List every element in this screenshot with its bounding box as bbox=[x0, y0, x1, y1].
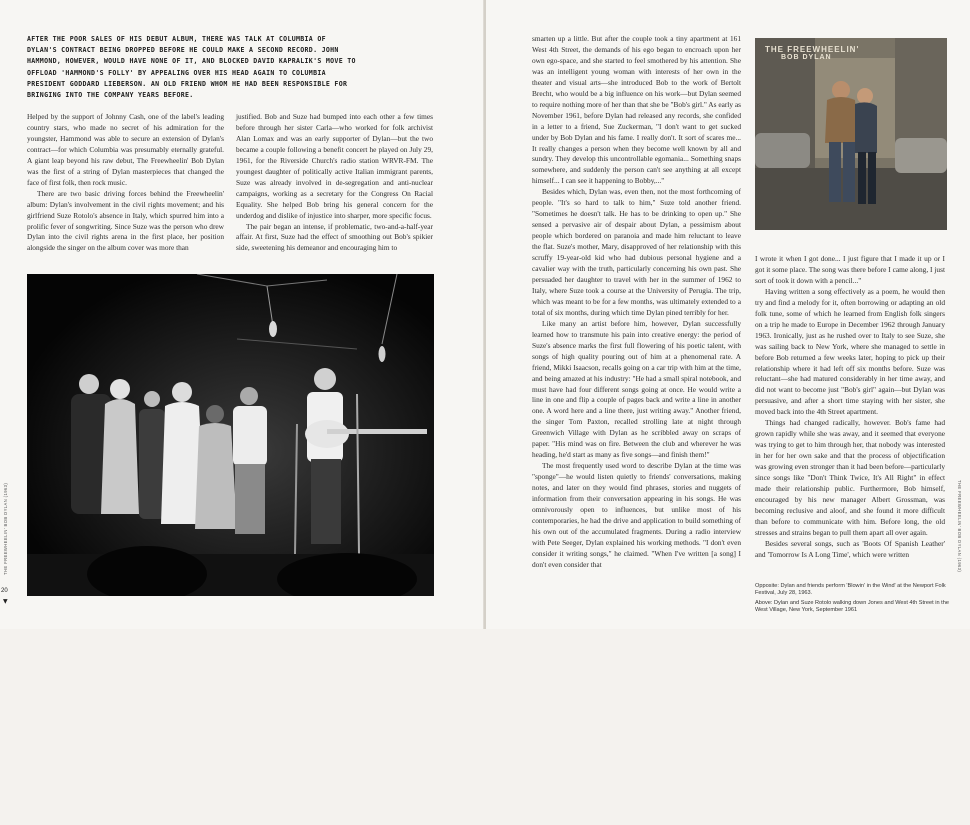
paragraph: The pair began an intense, if problematic, two-and-a-half-year affair. At first, Suze had the effect of smoothing out Bob's spikier side, sweetening his demeanor and encouraging him to bbox=[236, 221, 433, 253]
newport-stage-photo bbox=[27, 274, 434, 596]
down-arrow-icon: ▼ bbox=[3, 598, 8, 605]
paragraph: Helped by the support of Johnny Cash, one of the label's leading country stars, who made no secret of his admiration for the youngster, Hammond was able to secure an extension of Dylan's contract—for which Columbia was presumably eternally grateful. A giant leap beyond his raw debut, The Freewheelin' Bob Dylan was the first of a string of Dylan masterpieces that changed the face of first folk, then rock music. bbox=[27, 112, 224, 187]
left-page bbox=[0, 0, 484, 629]
right-page bbox=[486, 0, 970, 629]
paragraph: justified. Bob and Suze had bumped into each other a few times before through her sister Carla—who worked for folk archivist Alan Lomax and was an early supporter of Dylan—but the two became a couple following a benefit concert he played on July 29, 1961, for the Riverside Church's radio station WRVR-FM. The youngest daughter of politically active Italian immigrant parents, Suze was already involved in de-segregation and anti-nuclear campaigns, working as a secretary for the Congress On Racial Equality. She helped Bob bring his general concern for the underdog and dislike of injustice into sharper, more specific focus. bbox=[236, 112, 433, 220]
right-column-1 bbox=[532, 34, 741, 571]
paragraph: The most frequently used word to describe Dylan at the time was "sponge"—he would listen quietly to friends' conversations, making notes, and later on they would find phrases, stories and nuggets of information from their conversation appearing in his songs. He was omnivorously open to influences, but unlike most of his contemporaries, he had the drive and application to build something of his own out of the accumulated fragments. During a radio interview with Pete Seeger, Dylan explained his working methods. "I don't even consider it writing songs," he claimed. "When I've written [a song] I don't even consider that bbox=[532, 461, 741, 569]
paragraph: Having written a song effectively as a poem, he would then try and find a melody for it, often borrowing or adapting an old folk tune, some of which he learned from English folk singers on a trip he made to Europe in December 1962 through January 1963. Ironically, just as he rushed over to Italy to see Suze, she was sailing back to New York, where she managed to settle in before Bob returned a few weeks later, hoping to pick up their relationship where it had left off six months before. Suze was reluctant—she had matured considerably in her time away, and did not want to become just "Bob's girl" again—but Dylan was persuasive, and after a short time staying with her sister, she moved back into the 4th Street apartment. bbox=[755, 286, 945, 417]
intro-text: AFTER THE POOR SALES OF HIS DEBUT ALBUM, THERE WAS TALK AT COLUMBIA OF DYLAN'S CONTRACT BEING DROPPED BEFORE HE COULD MAKE A SECOND RECORD. JOHN HAMMOND, HOWEVER, WOULD HAVE NONE OF IT, AND BLOCKED DAVID KAPRALIK'S MOVE TO OFFLOAD 'HAMMOND'S FOLLY' BY APPEALING OVER HIS HEAD AGAIN TO COLUMBIA PRESIDENT GODDARD LIEBERSON. AN OLD FRIEND WHOM HE HAD BEEN RESPONSIBLE FOR BRINGING INTO THE COMPANY YEARS BEFORE. bbox=[27, 35, 356, 100]
caption-above: Above: Dylan and Suze Rotolo walking down Jones and West 4th Street in the West Village, New York, September 1961 bbox=[755, 599, 949, 614]
album-artist: BOB DYLAN bbox=[781, 54, 832, 61]
paragraph: Like many an artist before him, however, Dylan successfully learned how to transmute his pain into creative energy: the period of Suze's absence marks the first full flowering of his poetic talent, with songs of high quality pouring out of him at a phenomenal rate. A friend, Mikki Isaacson, recalls going on a car trip with him at the time, and being amazed at his industry: "He had a small spiral notebook, and must have had four different songs going at once. He would write a line in one and flip a couple of pages back and write a line in another one. A word here and a line there, just writing away." Another friend, the singer Tom Paxton, recalled strolling late at night through Greenwich Village with Dylan as he scribbled away on scraps of paper. "His mind was on fire. Between the club and wherever he was heading, he'd start as many as five songs—and finish them!" bbox=[532, 318, 741, 460]
paragraph: Besides several songs, such as 'Boots Of Spanish Leather' and 'Tomorrow Is A Long Time', which were written bbox=[755, 538, 945, 559]
photo-captions bbox=[755, 583, 955, 617]
paragraph: smarten up a little. But after the couple took a tiny apartment at 161 West 4th Street, the demands of his ego began to encroach upon her own ego-space, and she started to feel smothered by his attention. She was an intelligent young woman with interests of her own in the theater and visual arts—she introduced Bob to the work of Bertolt Brecht, who would be a big influence on his work—but Dylan seemed to require nothing more of her than that she be "Bob's girl." As early as November 1961, before Dylan had released any records, she confided in a letter to a friend, Sue Zuckerman, "I don't want to get sucked under by Bob Dylan and his fame. I really don't. It sort of scares me... It really changes a person when they become well known by all and sundry. They develop this uncontrollable egomania... Something snaps somewhere, and suddenly the person can't see anything at all except himself... I can see it happening to Bobby,..." bbox=[532, 34, 741, 186]
magazine-spread: AFTER THE POOR SALES OF HIS DEBUT ALBUM, THERE WAS TALK AT COLUMBIA OF DYLAN'S CONTRACT BEING DROPPED BEFORE HE COULD MAKE A SECOND RECORD. JOHN HAMMOND, HOWEVER, WOULD HAVE NONE OF IT, AND BLOCKED DAVID KAPRALIK'S MOVE TO OFFLOAD 'HAMMOND'S FOLLY' BY APPEALING OVER HIS HEAD AGAIN TO COLUMBIA PRESIDENT GODDARD LIEBERSON. AN OLD FRIEND WHOM HE HAD BEEN RESPONSIBLE FOR BRINGING INTO THE COMPANY YEARS BEFORE. Helped by the support of Johnny Cash, one of the label's leading country stars, who made no secret of his admiration for the youngster, Hammond was able to secure an extension of Dylan's contract—for which Columbia was presumably eternally grateful. A giant leap beyond his raw debut, The Freewheelin' Bob Dylan was the first of a string of Dylan masterpieces that changed the face of first folk, then rock music. There are two basic driving forces behind the Freewheelin' album: Dylan's involvement in the civil rights movement; and his girlfriend Suze Rotolo's absence in Italy, which spurred him into a prolific fever of songwriting. Since Suze was the person who drew Dylan into the civil rights arena in the first place, her position alongside the singer on the album cover was more than justified. Bob and Suze had bumped into each other a few times before through her sister Carla—who worked for folk archivist Alan Lomax and was an early supporter of Dylan—but the two became a couple following a benefit concert he played on July 29, 1961, for the Riverside Church's radio station WRVR-FM. The youngest daughter of politically active Italian immigrant parents, Suze was already involved in de-segregation and anti-nuclear campaigns, working as a secretary for the Congress On Racial Equality. She helped Bob bring his general concern for the underdog and dislike of injustice into sharper, more specific focus. The pair began an intense, if problematic, two-and-a-half-year affair. At first, Suze had the effect of smoothing out Bob's spikier side, sweetening his demeanor and encouraging him to THE FREEWHEELIN' BOB DYLAN (1963) 20 ▼ smarten up a little. But after the couple took a tiny apartment at 161 West 4th Street, the demands of his ego began to encroach upon her own ego-space, and she started to feel smothered by his attention. She was an intelligent young woman with interests of her own in the theater and visual arts—she introduced Bob to the work of Bertolt Brecht, who would be a big influence on his work—but Dylan seemed to require nothing more of her than that she be "Bob's girl." As early as November 1961, before Dylan had released any records, she confided in a letter to a friend, Sue Zuckerman, "I don't want to get sucked under by Bob Dylan and his fame. I really don't. It sort of scares me... It really changes a person when they become well known by all and sundry. They develop this uncontrollable egomania... Something snaps somewhere, and suddenly the person can't see anything at all except himself... I can see it happening to Bobby,..." Besides which, Dylan was, even then, not the most forthcoming of people. "It's so hard to talk to him," Suze told another friend. "Sometimes he doesn't talk. He has to be drinking to open up." She sensed a pervasive air of despair about Dylan, a pessimism about people which bordered on paranoia and made him reluctant to leave the flat. Suze's mother, Mary, disapproved of her relationship with this scruffy 19-year-old kid who had dubious personal hygiene and a cavalier way with the truth, particularly concerning his own past. She persuaded her daughter to travel with her in the summer of 1962 to Italy, where Suze took a course at the University of Perugia. The trip, which was meant to be for a few months, was ultimately extended to a total of six months, during which time Dylan pined terribly for her. Like many an artist before him, however, Dylan successfully learned how to transmute his pain into creative energy: the period of Suze's absence marks the first full flowering of his poetic talent, with songs of high quality pouring out of him at a phenomenal rate. A friend, Mikki Isaacson, recalls going on a car trip with him at the time, and being amazed at his industry: "He had a small spiral notebook, and must have had four different songs going at once. He would write a line in one and flip a couple of pages back and write a line in another one. A word here and a line there, just writing away." Another friend, the singer Tom Paxton, recalled strolling late at night through Greenwich Village with Dylan as he scribbled away on scraps of paper. "His mind was on fire. Between the club and wherever he was heading, he'd start as many as five songs—and finish them!" The most frequently used word to describe Dylan at the time was "sponge"—he would listen quietly to friends' conversations, making notes, and later on they would find phrases, stories and nuggets of information from their conversation appearing in his songs. He was omnivorously open to influences, but unlike most of his contemporaries, he had the drive and application to build something of his own out of the accumulated fragments. During a radio interview with Pete Seeger, Dylan explained his working methods. "I don't even consider it writing songs," he claimed. "When I've written [a song] I don't even consider that THE FREEWHEELIN' BOB DYLAN I wrote it when I got done... I just figure that I made it up or I got it some place. The song was there before I came along, I just sort of took it down with a pencil..." Having written a song effectively as a poem, he would then try and find a melody for it, often borrowing or adapting an old folk tune, some of which he learned from English folk singers on a trip he made to Europe in December 1962 through January 1963. Ironically, just as he rushed over to Italy to see Suze, she was sailing back to New York, where she managed to settle in before Bob returned a few weeks later, hoping to pick up their relationship where it had left off six months before. Suze was reluctant—she had matured considerably in her time away, and did not want to become just "Bob's girl" again—but Dylan was persuasive, and after a short time staying with her sister, she moved back into the 4th Street apartment. Things had changed radically, however. Bob's fame had grown rapidly while she was away, and it seemed that everyone was trying to get to him through her, that nobody was interested in her for her own sake and that the process of objectification was growing even stronger than it had been before—particularly since songs like "Don't Think Twice, It's All Right" in effect made their relationship public. Furthermore, Bob himself, encouraged by his new manager Albert Grossman, was becoming reclusive and aloof, and she found it more difficult than before to communicate with him. Before long, the old stresses and strains began to pull them apart all over again. Besides several songs, such as 'Boots Of Spanish Leather' and 'Tomorrow Is A Long Time', which were written Opposite: Dylan and friends perform 'Blowin' in the Wind' at the Newport Folk Festival, July 28, 1963. Above: Dylan and Suze Rotolo walking down Jones and West 4th Street in the West Village, New York, September 1961 THE FREEWHEELIN' BOB DYLAN (1963) bbox=[0, 0, 970, 629]
running-head-left: THE FREEWHEELIN' BOB DYLAN (1963) bbox=[3, 482, 8, 575]
paragraph: Besides which, Dylan was, even then, not the most forthcoming of people. "It's so hard to talk to him," Suze told another friend. "Sometimes he doesn't talk. He has to be drinking to open up." She sensed a pervasive air of despair about Dylan, a pessimism about people which bordered on paranoia and made him reluctant to leave the flat. Suze's mother, Mary, disapproved of her relationship with this scruffy 19-year-old kid who had dubious personal hygiene and a cavalier way with the truth, particularly concerning his own past. She persuaded her daughter to travel with her in the summer of 1962 to Italy, where Suze took a course at the University of Perugia. The trip, which was meant to be for a few months, was ultimately extended to a total of six months, during which time Dylan pined terribly for her. bbox=[532, 187, 741, 317]
album-cover-photo bbox=[755, 38, 947, 230]
paragraph: There are two basic driving forces behind the Freewheelin' album: Dylan's involvement in the civil rights movement; and his girlfriend Suze Rotolo's absence in Italy, which spurred him into a prolific fever of songwriting. Since Suze was the person who drew Dylan into the civil rights arena in the first place, her position alongside the singer on the album cover was more than bbox=[27, 188, 224, 253]
paragraph: I wrote it when I got done... I just figure that I made it up or I got it some place. The song was there before I came along, I just sort of took it down with a pencil..." bbox=[755, 254, 945, 285]
album-title: THE FREEWHEELIN' bbox=[765, 45, 860, 54]
caption-opposite: Opposite: Dylan and friends perform 'Blowin' in the Wind' at the Newport Folk Festival, July 28, 1963. bbox=[755, 583, 946, 597]
page-number: 20 bbox=[1, 588, 8, 594]
paragraph: Things had changed radically, however. Bob's fame had grown rapidly while she was away, and it seemed that everyone was trying to get to him through her, that nobody was interested in her for her own sake and that the process of objectification was growing even stronger than it had been before—particularly since songs like "Don't Think Twice, It's All Right" in effect made their relationship public. Furthermore, Bob himself, encouraged by his new manager Albert Grossman, was becoming reclusive and aloof, and she found it more difficult than before to communicate with him. Before long, the old stresses and strains began to pull them apart all over again. bbox=[755, 418, 945, 537]
right-column-2 bbox=[755, 254, 945, 561]
left-column-1 bbox=[27, 112, 224, 254]
left-column-2 bbox=[236, 112, 433, 254]
